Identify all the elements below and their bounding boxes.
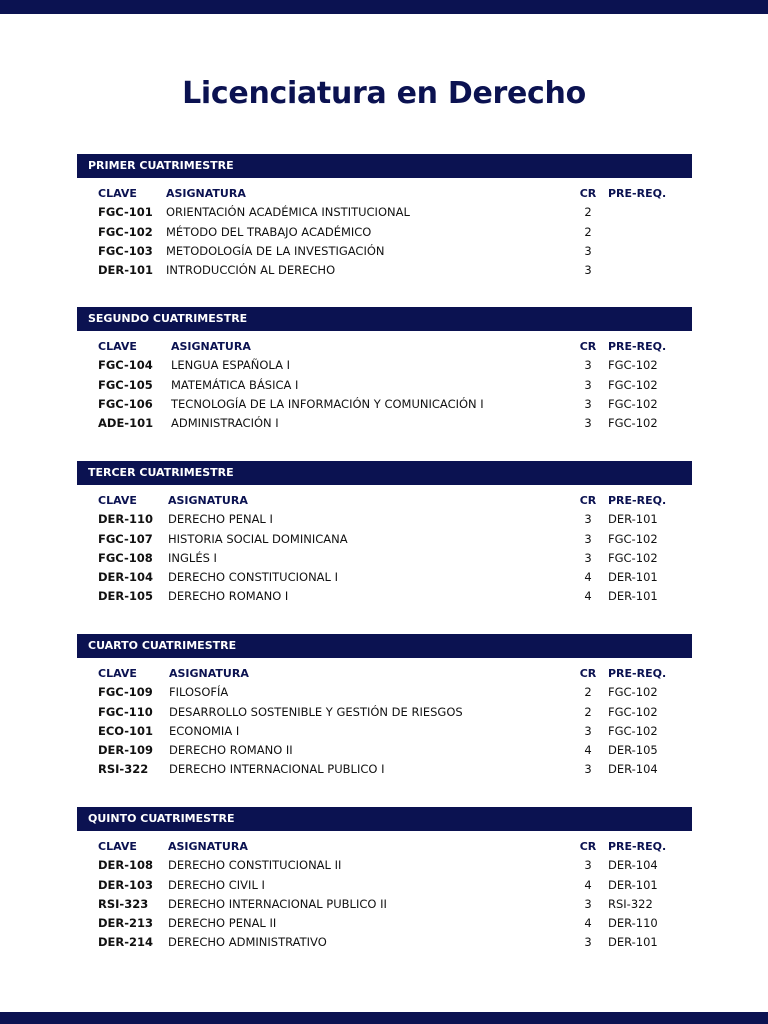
course-name: DERECHO ROMANO I [168,589,289,604]
header-asignatura: ASIGNATURA [168,840,248,853]
course-code: DER-104 [98,570,154,585]
course-prereq: DER-101 [608,877,658,892]
course-prereq: FGC-102 [608,704,658,719]
header-prereq: PRE-REQ. [608,340,667,353]
course-name: DERECHO INTERNACIONAL PUBLICO I [169,762,385,777]
course-credits: 4 [584,589,592,604]
course-code: FGC-107 [98,531,153,546]
table-row [77,683,692,702]
course-credits: 3 [584,416,592,431]
course-credits: 3 [584,762,592,777]
semester-section [77,461,692,607]
course-credits: 2 [584,205,592,220]
course-code: FGC-106 [98,396,153,411]
table-row [77,414,692,433]
header-asignatura: ASIGNATURA [169,667,249,680]
course-prereq: DER-101 [608,512,658,527]
semester-heading: SEGUNDO CUATRIMESTRE [77,307,692,331]
table-row [77,530,692,549]
table-row [77,568,692,587]
course-name: METODOLOGÍA DE LA INVESTIGACIÓN [166,243,385,258]
course-code: DER-109 [98,743,154,758]
course-credits: 3 [584,377,592,392]
course-prereq: RSI-322 [608,896,653,911]
table-header-row [77,184,692,203]
semester-section [77,634,692,780]
course-name: DERECHO ADMINISTRATIVO [168,935,327,950]
course-prereq: FGC-102 [608,358,658,373]
course-name: DERECHO ROMANO II [169,743,293,758]
header-clave: CLAVE [98,840,137,853]
table-row [77,549,692,568]
course-prereq: DER-101 [608,589,658,604]
course-code: DER-103 [98,877,154,892]
header-clave: CLAVE [98,667,137,680]
course-code: RSI-323 [98,896,149,911]
course-prereq: FGC-102 [608,550,658,565]
table-row [77,895,692,914]
course-credits: 3 [584,263,592,278]
header-cr: CR [579,840,597,853]
course-name: DESARROLLO SOSTENIBLE Y GESTIÓN DE RIESGOS [169,704,463,719]
table-row [77,722,692,741]
header-prereq: PRE-REQ. [608,840,667,853]
course-prereq: FGC-102 [608,377,658,392]
table-row [77,510,692,529]
course-credits: 3 [584,935,592,950]
course-code: DER-214 [98,935,154,950]
course-code: DER-105 [98,589,154,604]
table-row [77,376,692,395]
header-cr: CR [579,494,597,507]
course-credits: 4 [584,743,592,758]
header-prereq: PRE-REQ. [608,187,667,200]
header-clave: CLAVE [98,340,137,353]
course-name: DERECHO CIVIL I [168,877,265,892]
course-table [77,337,692,433]
course-prereq: DER-101 [608,570,658,585]
course-table [77,837,692,953]
course-prereq: DER-101 [608,935,658,950]
course-credits: 3 [584,858,592,873]
course-prereq: DER-110 [608,916,658,931]
course-name: MATEMÁTICA BÁSICA I [171,377,299,392]
semester-section [77,307,692,433]
table-row [77,356,692,375]
course-code: FGC-104 [98,358,153,373]
course-code: RSI-322 [98,762,149,777]
header-asignatura: ASIGNATURA [171,340,251,353]
course-code: FGC-108 [98,550,153,565]
table-row [77,933,692,952]
course-credits: 3 [584,512,592,527]
course-code: ADE-101 [98,416,154,431]
semester-heading: PRIMER CUATRIMESTRE [77,154,692,178]
table-row [77,856,692,875]
course-code: DER-108 [98,858,154,873]
course-credits: 3 [584,358,592,373]
header-cr: CR [579,340,597,353]
semester-heading: CUARTO CUATRIMESTRE [77,634,692,658]
course-credits: 2 [584,224,592,239]
table-row [77,741,692,760]
course-code: FGC-101 [98,205,153,220]
semester-section [77,154,692,280]
header-cr: CR [579,187,597,200]
course-credits: 3 [584,531,592,546]
course-name: INGLÉS I [168,550,217,565]
header-cr: CR [579,667,597,680]
course-credits: 3 [584,896,592,911]
semester-section [77,807,692,953]
course-name: DERECHO CONSTITUCIONAL II [168,858,342,873]
header-asignatura: ASIGNATURA [168,494,248,507]
course-name: LENGUA ESPAÑOLA I [171,358,290,373]
course-prereq: DER-104 [608,858,658,873]
course-code: ECO-101 [98,723,154,738]
course-credits: 3 [584,550,592,565]
course-code: FGC-103 [98,243,153,258]
table-row [77,760,692,779]
table-row [77,242,692,261]
course-prereq: DER-105 [608,743,658,758]
course-table [77,491,692,607]
course-code: FGC-110 [98,704,153,719]
header-clave: CLAVE [98,494,137,507]
course-code: DER-101 [98,263,154,278]
table-row [77,876,692,895]
table-header-row [77,837,692,856]
course-credits: 3 [584,723,592,738]
table-row [77,703,692,722]
course-credits: 3 [584,396,592,411]
table-row [77,203,692,222]
course-prereq: FGC-102 [608,723,658,738]
course-name: ADMINISTRACIÓN I [171,416,279,431]
course-code: FGC-102 [98,224,153,239]
course-prereq: FGC-102 [608,416,658,431]
course-prereq: DER-104 [608,762,658,777]
table-header-row [77,491,692,510]
course-prereq: FGC-102 [608,396,658,411]
semester-heading: TERCER CUATRIMESTRE [77,461,692,485]
course-name: HISTORIA SOCIAL DOMINICANA [168,531,348,546]
header-asignatura: ASIGNATURA [166,187,246,200]
semester-heading: QUINTO CUATRIMESTRE [77,807,692,831]
header-clave: CLAVE [98,187,137,200]
course-code: DER-213 [98,916,154,931]
table-row [77,223,692,242]
course-code: DER-110 [98,512,154,527]
course-code: FGC-109 [98,685,153,700]
course-name: TECNOLOGÍA DE LA INFORMACIÓN Y COMUNICACIÓN I [171,396,484,411]
course-prereq: FGC-102 [608,531,658,546]
table-row [77,914,692,933]
table-header-row [77,664,692,683]
course-name: DERECHO INTERNACIONAL PUBLICO II [168,896,387,911]
course-name: ORIENTACIÓN ACADÉMICA INSTITUCIONAL [166,205,410,220]
bottom-bar [0,1012,768,1024]
table-row [77,587,692,606]
course-name: MÉTODO DEL TRABAJO ACADÉMICO [166,224,372,239]
course-name: INTRODUCCIÓN AL DERECHO [166,263,336,278]
course-table [77,664,692,780]
course-table [77,184,692,280]
page-title: Licenciatura en Derecho [182,76,586,111]
course-name: DERECHO PENAL II [168,916,277,931]
course-name: ECONOMIA I [169,723,240,738]
header-prereq: PRE-REQ. [608,667,667,680]
header-prereq: PRE-REQ. [608,494,667,507]
table-row [77,261,692,280]
course-code: FGC-105 [98,377,153,392]
top-bar [0,0,768,14]
course-credits: 4 [584,570,592,585]
table-row [77,395,692,414]
course-name: DERECHO PENAL I [168,512,273,527]
course-credits: 4 [584,916,592,931]
course-name: DERECHO CONSTITUCIONAL I [168,570,339,585]
course-credits: 4 [584,877,592,892]
course-name: FILOSOFÍA [169,685,229,700]
course-prereq: FGC-102 [608,685,658,700]
course-credits: 3 [584,243,592,258]
table-header-row [77,337,692,356]
course-credits: 2 [584,685,592,700]
course-credits: 2 [584,704,592,719]
